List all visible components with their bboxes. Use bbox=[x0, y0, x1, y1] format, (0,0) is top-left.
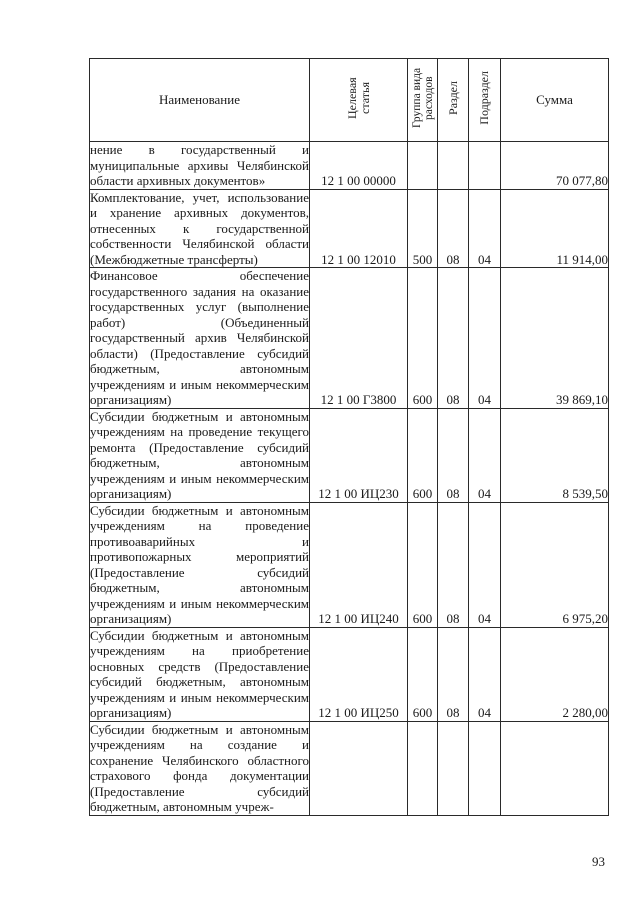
row-group: 600 bbox=[408, 268, 438, 409]
table-row bbox=[90, 502, 609, 627]
row-name: Комплектование, учет, использование и хранение архивных документов, отнесенных к государственной собственности Челябинской области (Межбюджетные трансферты) bbox=[90, 189, 309, 267]
row-group: 600 bbox=[408, 408, 438, 502]
header-target-article bbox=[310, 59, 408, 142]
table-body bbox=[90, 142, 609, 816]
row-group: 600 bbox=[408, 502, 438, 627]
row-sum: 8 539,50 bbox=[501, 408, 609, 502]
row-section: 08 bbox=[438, 268, 469, 409]
row-sum: 11 914,00 bbox=[501, 189, 609, 268]
header-expense-group-label: Группа вида расходов bbox=[410, 67, 435, 129]
row-group: 600 bbox=[408, 627, 438, 721]
row-sum: 2 280,00 bbox=[501, 627, 609, 721]
header-section bbox=[438, 59, 469, 142]
header-subsection bbox=[469, 59, 501, 142]
budget-table bbox=[89, 58, 609, 816]
header-section-label: Раздел bbox=[445, 81, 460, 115]
page-number: 93 bbox=[592, 854, 605, 869]
row-target: 12 1 00 00000 bbox=[310, 142, 408, 190]
table-row bbox=[90, 142, 609, 190]
row-target: 12 1 00 ИЦ230 bbox=[310, 408, 408, 502]
row-section bbox=[438, 721, 469, 815]
row-name: Субсидии бюджетным и автономным учреждениям на проведение противоаварийных и противопожарных мероприятий (Предоставление субсидий бюджетным, автономным учреждениям и иным некоммерческим организациям) bbox=[90, 502, 309, 626]
row-target: 12 1 00 ИЦ240 bbox=[310, 502, 408, 627]
row-subsection: 04 bbox=[469, 502, 501, 627]
row-subsection bbox=[469, 142, 501, 190]
table-header bbox=[90, 59, 609, 142]
header-row bbox=[90, 59, 609, 142]
row-sum: 6 975,20 bbox=[501, 502, 609, 627]
row-section: 08 bbox=[438, 189, 469, 268]
row-target: 12 1 00 Г3800 bbox=[310, 268, 408, 409]
table-row bbox=[90, 721, 609, 815]
row-name: Субсидии бюджетным и автономным учреждениям на проведение текущего ремонта (Предоставление субсидий бюджетным, автономным учреждениям и иным некоммерческим организациям) bbox=[90, 408, 309, 501]
row-group bbox=[408, 142, 438, 190]
row-sum: 39 869,10 bbox=[501, 268, 609, 409]
header-sum bbox=[501, 59, 609, 142]
row-group: 500 bbox=[408, 189, 438, 268]
row-name: Финансовое обеспечение государственного задания на оказание государственных услуг (выполнение работ) (Объединенный государственный архив Челябинской области) (Предоставление субсидий бюджетным, автономным учреждениям и иным некоммерческим организациям) bbox=[90, 268, 309, 407]
row-name: Субсидии бюджетным и автономным учреждениям на создание и сохранение Челябинского областного страхового фонда документации (Предоставление субсидий бюджетным, автономным учреж- bbox=[90, 721, 309, 814]
row-sum: 70 077,80 bbox=[501, 142, 609, 190]
header-target-article-label: Целевая статья bbox=[344, 77, 372, 119]
table-row bbox=[90, 189, 609, 268]
header-name-label: Наименование bbox=[159, 92, 240, 107]
row-target: 12 1 00 ИЦ250 bbox=[310, 627, 408, 721]
row-section: 08 bbox=[438, 502, 469, 627]
row-name: нение в государственный и муниципальные архивы Челябинской области архивных документов» bbox=[90, 142, 309, 188]
table-row bbox=[90, 268, 609, 409]
row-subsection: 04 bbox=[469, 627, 501, 721]
row-section bbox=[438, 142, 469, 190]
row-target: 12 1 00 12010 bbox=[310, 189, 408, 268]
row-section: 08 bbox=[438, 408, 469, 502]
table-row bbox=[90, 627, 609, 721]
row-subsection: 04 bbox=[469, 268, 501, 409]
table-row bbox=[90, 408, 609, 502]
row-section: 08 bbox=[438, 627, 469, 721]
row-subsection bbox=[469, 721, 501, 815]
row-subsection: 04 bbox=[469, 408, 501, 502]
row-sum bbox=[501, 721, 609, 815]
row-group bbox=[408, 721, 438, 815]
header-name bbox=[90, 59, 310, 142]
row-target bbox=[310, 721, 408, 815]
row-name: Субсидии бюджетным и автономным учреждениям на приобретение основных средств (Предоставление субсидий бюджетным, автономным учреждениям и иным некоммерческим организациям) bbox=[90, 627, 309, 720]
header-expense-group bbox=[408, 59, 438, 142]
header-subsection-label: Подраздел bbox=[477, 71, 491, 125]
header-sum-label: Сумма bbox=[536, 92, 573, 107]
row-subsection: 04 bbox=[469, 189, 501, 268]
